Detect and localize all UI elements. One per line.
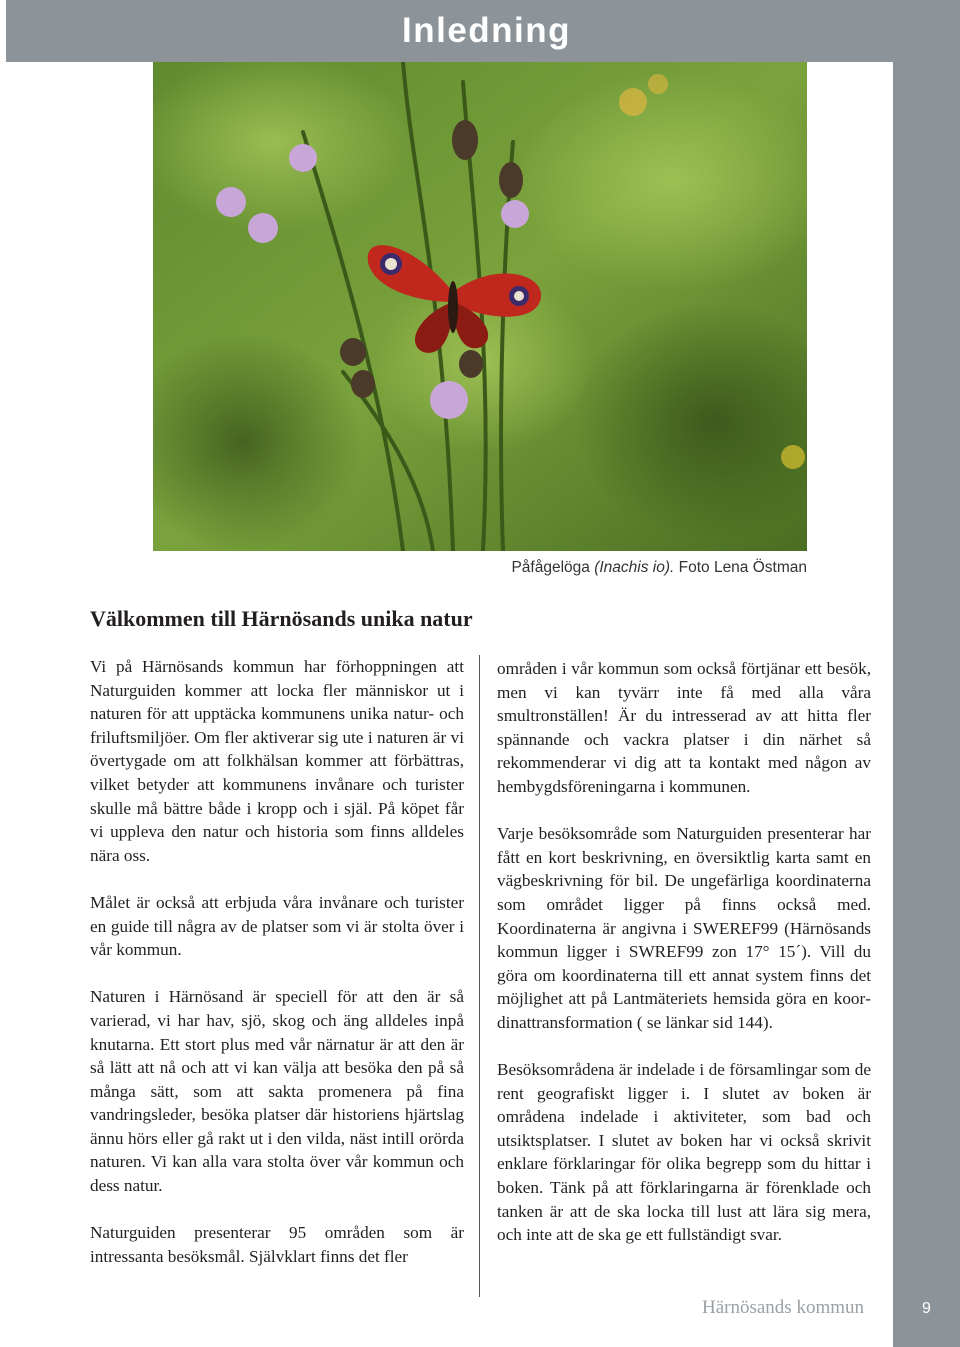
caption-credit: Foto Lena Östman bbox=[678, 559, 807, 576]
right-text-column bbox=[497, 657, 871, 1270]
paragraph: Målet är också att erbjuda våra invånare och turister en guide till några av de platser som vi är stolta över i vår kommun. bbox=[90, 892, 464, 960]
paragraph: Besöksområdena är indelade i de församlingar som de rent geografiskt ligger i. I slutet av boken är områdena indelade i aktiviteter, som bad och utsiktsplatser. I slutet av boken har vi också skrivit enklare förklaringar för olika begrepp som du hittar i boken. Tänk på att förklaringarna är förenklade och tanken är att de ska locka till lust att lära sig mera, och inte att de ska ge ett fullständigt svar. bbox=[497, 1060, 871, 1245]
paragraph: Vi på Härnösands kommun har förhoppningen att Naturguiden kommer att locka fler människor ut i naturen för att upptäcka kommunens unika natur- och friluftsmiljöer. Om fler aktiverar sig ute i naturen är vi övertygade om att folkhälsan kommer att förbättras, vilket betyder att kommunens invånare och turister skulle må bättre både i kropp och i själ. På köpet får vi uppleva den natur och historia som finns alldeles nära oss. bbox=[90, 657, 464, 865]
page-title: Inledning bbox=[402, 11, 572, 50]
peacock-butterfly-photo bbox=[153, 62, 807, 551]
caption-latin-name: (Inachis io). bbox=[594, 559, 675, 576]
paragraph: Naturen i Härnösand är speciell för att den är så varierad, vi har hav, sjö, skog och äng alldeles inpå knutarna. Ett stort plus med vår närnatur är att den är så lätt att nå och att vi kan välja att besöka den på så många sätt, som att sakta promenera på fina vandringsleder, besöka platser där historiens hjärtslag ännu hörs eller gå rakt ut i den vilda, näst intill orörda naturen. Vi kan alla vara stolta över vår kommun och dess natur. bbox=[90, 987, 464, 1196]
photo-caption bbox=[511, 559, 807, 577]
paragraph: områden i vår kommun som också förtjänar ett besök, men vi kan tyvärr inte få med alla våra smultronställen! Är du intresserad av att hitta fler spännande och vackra platser i din närhet så rekommenderar vi dig att ta kontakt med någon av hembygdsföreningarna i kommunen. bbox=[497, 659, 871, 796]
header-band bbox=[6, 0, 960, 62]
left-text-column bbox=[90, 655, 464, 1292]
column-divider bbox=[479, 655, 480, 1297]
page-number: 9 bbox=[922, 1300, 931, 1317]
section-heading: Välkommen till Härnösands unika natur bbox=[90, 606, 473, 631]
paragraph: Naturguiden presenterar 95 områden som är intressanta besöksmål. Självklart finns det fler bbox=[90, 1223, 464, 1266]
paragraph: Varje besöksområde som Naturguiden presenterar har fått en kort beskrivning, en översiktlig karta samt en vägbeskrivning för bil. De ungefärliga koordinaterna som området ligger på finns också med. Koordinaterna är angivna i SWEREF99 (Härnösands kommun ligger i SWREF99 zon 17° 15´). Vill du göra om koordinaterna till ett annat system finns det möjlighet att på Lantmäteriets hemsida göra en koordinattransformation ( se länkar sid 144). bbox=[497, 824, 871, 1032]
side-margin-bar bbox=[893, 62, 960, 1347]
footer-publisher: Härnösands kommun bbox=[702, 1297, 865, 1318]
photo-illustration bbox=[153, 62, 807, 551]
caption-species: Påfågelöga bbox=[511, 559, 590, 576]
